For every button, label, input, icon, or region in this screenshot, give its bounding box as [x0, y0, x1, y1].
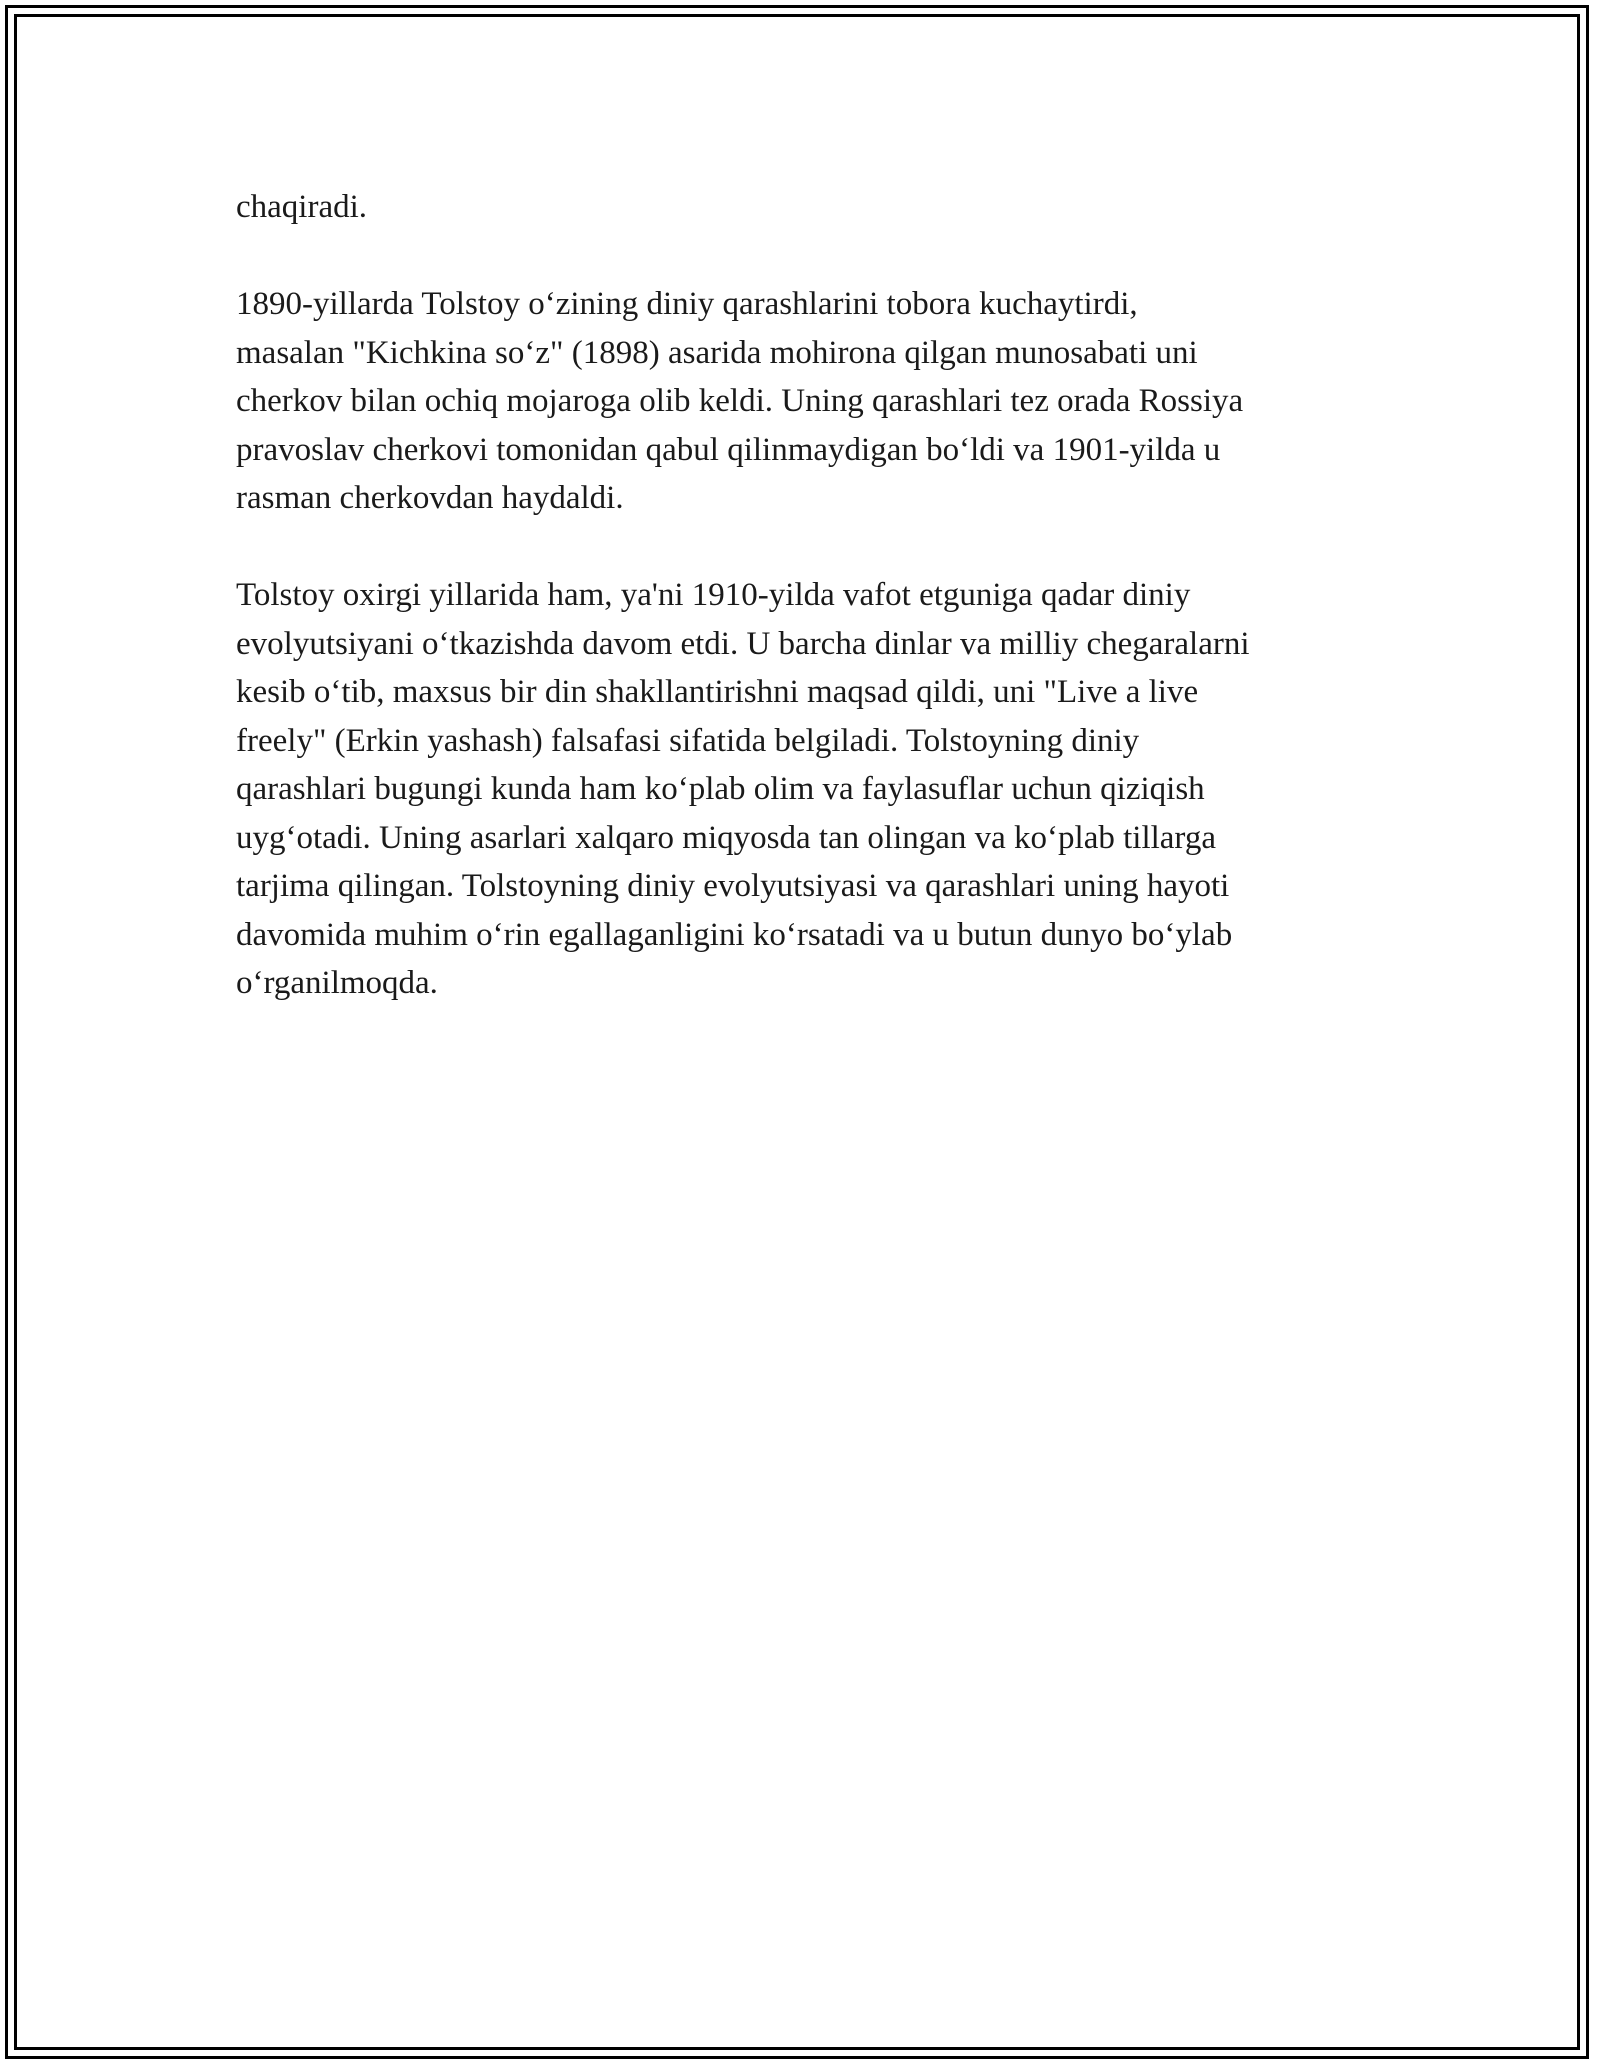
- paragraph-2: [236, 280, 1386, 523]
- text-line: kesib o‘tib, maxsus bir din shakllantirishni maqsad qildi, uni "Live a live: [236, 674, 1199, 710]
- text-line: Tolstoy oxirgi yillarida ham, ya'ni 1910-yilda vafot etguniga qadar diniy: [236, 577, 1191, 613]
- text-line: rasman cherkovdan haydaldi.: [236, 480, 624, 516]
- paragraph-3: [236, 571, 1386, 1008]
- text-line: evolyutsiyani o‘tkazishda davom etdi. U barcha dinlar va milliy chegaralarni: [236, 625, 1250, 662]
- text-line: cherkov bilan ochiq mojaroga olib keldi. Uning qarashlari tez orada Rossiya: [236, 383, 1244, 419]
- text-line: freely" (Erkin yashash) falsafasi sifatida belgiladi. Tolstoyning diniy: [236, 722, 1140, 759]
- text-line: o‘rganilmoqda.: [236, 965, 438, 1001]
- text-line: masalan "Kichkina so‘z" (1898) asarida mohirona qilgan munosabati uni: [236, 334, 1198, 371]
- text-line: chaqiradi.: [236, 189, 368, 225]
- text-line: pravoslav cherkovi tomonidan qabul qilinmaydigan bo‘ldi va 1901-yilda u: [236, 431, 1221, 468]
- paragraph-1: [236, 183, 1386, 232]
- text-line: uyg‘otadi. Uning asarlari xalqaro miqyosda tan olingan va ko‘plab tillarga: [236, 819, 1216, 856]
- document-body: [236, 183, 1386, 1008]
- text-line: 1890-yillarda Tolstoy o‘zining diniy qarashlarini tobora kuchaytirdi,: [236, 286, 1138, 322]
- text-line: davomida muhim o‘rin egallaganligini ko‘rsatadi va u butun dunyo bo‘ylab: [236, 916, 1233, 953]
- text-line: qarashlari bugungi kunda ham ko‘plab olim va faylasuflar uchun qiziqish: [236, 771, 1205, 807]
- text-line: tarjima qilingan. Tolstoyning diniy evolyutsiyasi va qarashlari uning hayoti: [236, 868, 1230, 904]
